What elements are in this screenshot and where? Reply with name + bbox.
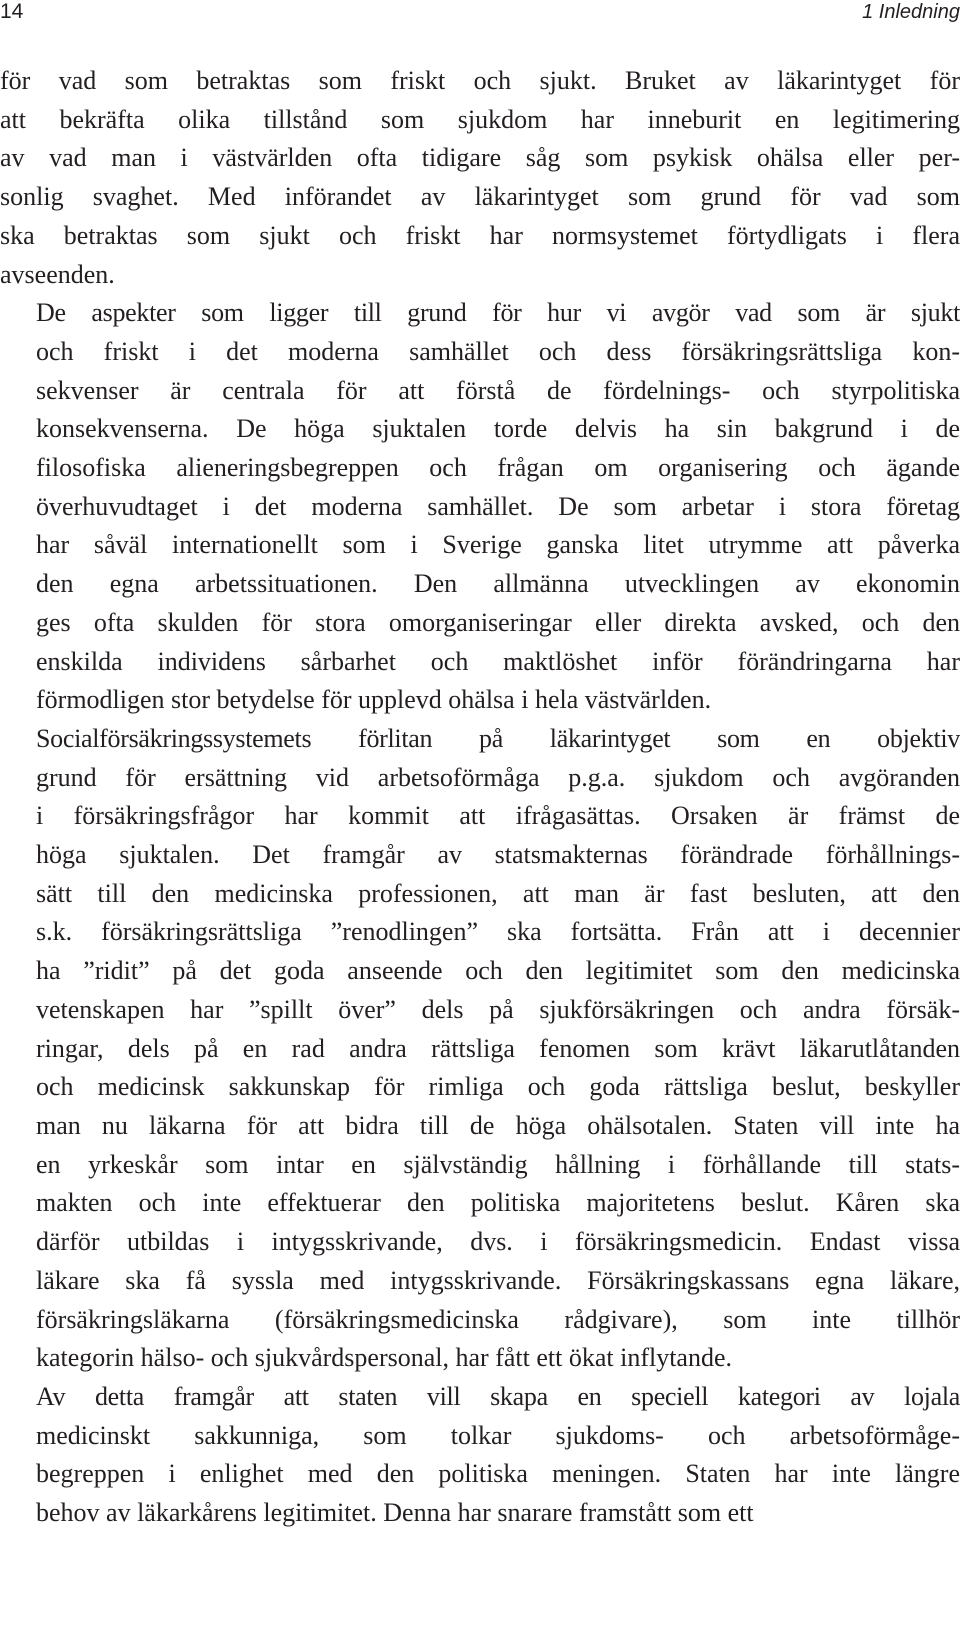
text-line: en yrkeskår som intar en självständig hållning i förhållande till stats- bbox=[36, 1149, 960, 1179]
paragraph bbox=[0, 1378, 960, 1533]
text-line: Av detta framgår att staten vill skapa en speciell kategori av lojala bbox=[36, 1381, 960, 1411]
text-line: ringar, dels på en rad andra rättsliga fenomen som krävt läkarutlåtanden bbox=[36, 1033, 960, 1063]
text-line: avseenden. bbox=[0, 259, 115, 289]
text-line: enskilda individens sårbarhet och maktlöshet inför förändringarna har bbox=[36, 646, 960, 676]
text-line: s.k. försäkringsrättsliga ”renodlingen” ska fortsätta. Från att i decennier bbox=[36, 917, 960, 947]
text-line: och medicinsk sakkunskap för rimliga och goda rättsliga beslut, beskyller bbox=[36, 1072, 960, 1102]
text-line: och friskt i det moderna samhället och dess försäkringsrättsliga kon- bbox=[36, 336, 960, 366]
text-line: makten och inte effektuerar den politiska majoritetens beslut. Kåren ska bbox=[36, 1188, 960, 1218]
running-header bbox=[0, 0, 960, 40]
text-line: försäkringsläkarna (försäkringsmedicinska rådgivare), som inte tillhör bbox=[36, 1304, 960, 1334]
text-line: filosofiska alieneringsbegreppen och frågan om organisering och ägande bbox=[36, 453, 960, 483]
text-line: läkare ska få syssla med intygsskrivande. Försäkringskassans egna läkare, bbox=[36, 1265, 960, 1295]
text-line: förmodligen stor betydelse för upplevd ohälsa i hela västvärlden. bbox=[36, 685, 712, 715]
text-line: grund för ersättning vid arbetsoförmåga p.g.a. sjukdom och avgöranden bbox=[36, 762, 960, 792]
body-text bbox=[0, 62, 960, 1533]
text-line: för vad som betraktas som friskt och sjukt. Bruket av läkarintyget för bbox=[0, 66, 960, 95]
text-line: den egna arbetssituationen. Den allmänna utvecklingen av ekonomin bbox=[36, 569, 960, 599]
text-line: De aspekter som ligger till grund för hur vi avgör vad som är sjukt bbox=[36, 298, 960, 328]
text-line: medicinskt sakkunniga, som tolkar sjukdoms- och arbetsoförmåge- bbox=[36, 1420, 960, 1450]
text-line: sätt till den medicinska professionen, att man är fast besluten, att den bbox=[36, 878, 960, 908]
text-line: av vad man i västvärlden ofta tidigare såg som psykisk ohälsa eller per- bbox=[0, 143, 960, 173]
text-line: ha ”ridit” på det goda anseende och den legitimitet som den medicinska bbox=[36, 956, 960, 986]
text-line: i försäkringsfrågor har kommit att ifrågasättas. Orsaken är främst de bbox=[36, 801, 960, 831]
text-line: har såväl internationellt som i Sverige ganska litet utrymme att påverka bbox=[36, 530, 960, 560]
text-line: ska betraktas som sjukt och friskt har normsystemet förtydligats i flera bbox=[0, 220, 960, 250]
text-line: behov av läkarkårens legitimitet. Denna har snarare framstått som ett bbox=[36, 1498, 754, 1528]
paragraph bbox=[0, 294, 960, 720]
text-line: ges ofta skulden för stora omorganiseringar eller direkta avsked, och den bbox=[36, 607, 960, 637]
text-line: sonlig svaghet. Med införandet av läkarintyget som grund för vad som bbox=[0, 182, 960, 212]
text-line: Socialförsäkringssystemets förlitan på läkarintyget som en objektiv bbox=[36, 723, 960, 753]
text-line: att bekräfta olika tillstånd som sjukdom har inneburit en legitimering bbox=[0, 104, 960, 134]
text-line: vetenskapen har ”spillt över” dels på sjukförsäkringen och andra försäk- bbox=[36, 994, 960, 1024]
text-line: konsekvenserna. De höga sjuktalen torde delvis ha sin bakgrund i de bbox=[36, 414, 960, 444]
text-line: höga sjuktalen. Det framgår av statsmakternas förändrade förhållnings- bbox=[36, 840, 960, 870]
text-line: man nu läkarna för att bidra till de höga ohälsotalen. Staten vill inte ha bbox=[36, 1110, 960, 1140]
paragraph bbox=[0, 720, 960, 1378]
paragraph bbox=[0, 62, 960, 294]
text-line: sekvenser är centrala för att förstå de fördelnings- och styrpolitiska bbox=[36, 375, 960, 405]
chapter-title: 1 Inledning bbox=[862, 1, 960, 23]
text-line: överhuvudtaget i det moderna samhället. De som arbetar i stora företag bbox=[36, 491, 960, 521]
text-line: därför utbildas i intygsskrivande, dvs. i försäkringsmedicin. Endast vissa bbox=[36, 1227, 960, 1257]
text-line: begreppen i enlighet med den politiska meningen. Staten har inte längre bbox=[36, 1459, 960, 1489]
page-number: 14 bbox=[0, 0, 24, 23]
text-line: kategorin hälso- och sjukvårdspersonal, har fått ett ökat inflytande. bbox=[36, 1343, 733, 1373]
